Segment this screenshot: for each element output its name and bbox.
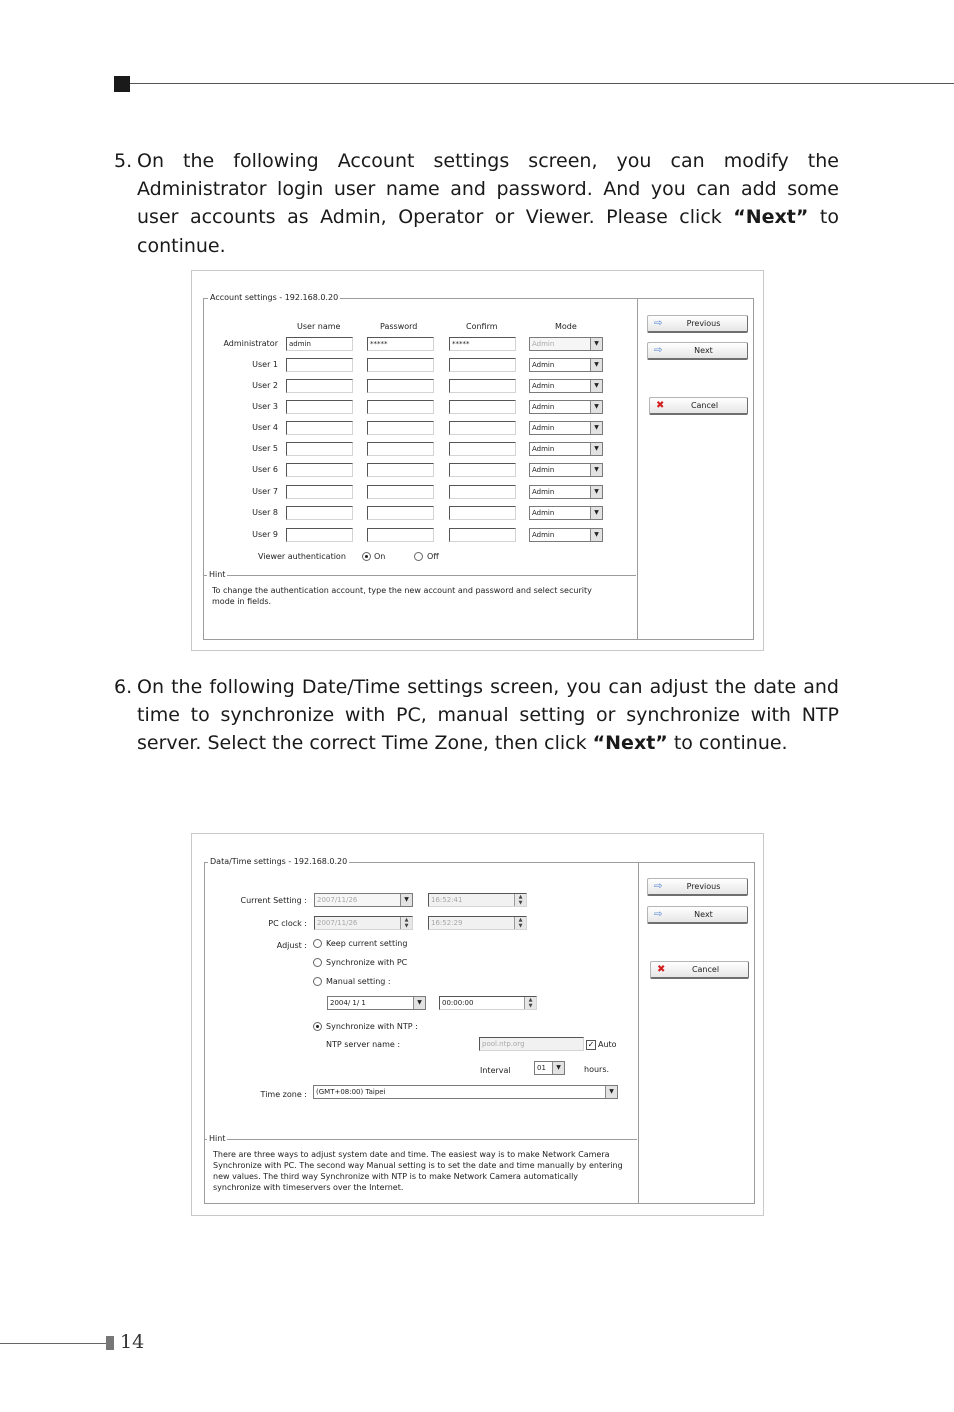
footer-marker [106,1336,114,1350]
password-input[interactable] [367,358,434,372]
password-input[interactable] [367,379,434,393]
next-emphasis: “Next” [733,206,809,229]
chevron-down-icon: ▼ [590,422,602,434]
current-time-field: 16:52:41 ▲ ▼ [428,893,527,907]
mode-select[interactable]: Admin ▼ [529,506,603,520]
col-header-password: Password [380,322,418,331]
chevron-down-icon: ▼ [400,894,412,906]
next-button[interactable]: ⇨ Next [647,906,748,924]
arrow-right-icon: ⇨ [654,909,663,920]
pc-time-field: 16:52:29 ▲ ▼ [428,916,527,930]
chevron-down-icon: ▼ [413,997,425,1009]
user-name-input[interactable] [286,358,353,372]
confirm-input[interactable] [449,400,516,414]
account-row-label: User 7 [252,487,278,496]
user-name-input[interactable] [286,379,353,393]
step-6 [114,673,839,758]
current-setting-label: Current Setting : [240,896,307,905]
chevron-down-icon: ▼ [590,359,602,371]
chevron-down-icon: ▼ [590,380,602,392]
arrow-left-icon: ⇨ [654,881,663,892]
confirm-input[interactable] [449,528,516,542]
step-number: 5. [114,150,133,172]
step-5 [114,147,839,260]
confirm-input[interactable] [449,485,516,499]
previous-button[interactable]: ⇨ Previous [647,315,748,333]
arrow-left-icon: ⇨ [654,318,663,329]
step-text: On the following Date/Time settings screen, you can adjust the date and time to synchronize with PC, manual setting or synchronize with NTP server. Select the correct Time Zone, then click “Next” to continue. [137,676,839,755]
hint-legend: Hint [209,1134,226,1143]
account-row-label: User 4 [252,423,278,432]
user-name-input[interactable]: admin [286,337,353,351]
hint-legend: Hint [209,570,226,579]
cancel-button[interactable]: ✖ Cancel [650,961,749,979]
next-button[interactable]: ⇨ Next [647,342,748,360]
account-row-label: User 5 [252,444,278,453]
confirm-input[interactable] [449,442,516,456]
user-name-input[interactable] [286,485,353,499]
ntp-server-name-label: NTP server name : [326,1040,401,1049]
auto-label: Auto [598,1040,617,1049]
password-input[interactable] [367,485,434,499]
password-input[interactable] [367,506,434,520]
account-row-label: User 1 [252,360,278,369]
password-input[interactable] [367,400,434,414]
pc-date-field: 2007/11/26 ▲ ▼ [314,916,413,930]
mode-select[interactable]: Admin ▼ [529,442,603,456]
step-number: 6. [114,676,133,698]
spinner-icon: ▲ ▼ [514,894,526,906]
account-row-label: User 6 [252,465,278,474]
chevron-down-icon: ▼ [590,443,602,455]
user-name-input[interactable] [286,463,353,477]
interval-label: Interval [480,1066,511,1075]
spinner-icon: ▲ ▼ [514,917,526,929]
chevron-down-icon: ▼ [590,486,602,498]
account-settings-screenshot [191,270,764,651]
user-name-input[interactable] [286,400,353,414]
password-input[interactable] [367,421,434,435]
account-row-label: User 9 [252,530,278,539]
close-icon: ✖ [657,964,666,975]
user-name-input[interactable] [286,421,353,435]
spinner-icon[interactable]: ▲ ▼ [524,997,536,1009]
arrow-right-icon: ⇨ [654,345,663,356]
viewer-auth-off-radio[interactable] [414,552,423,561]
password-input[interactable] [367,528,434,542]
user-name-input[interactable] [286,506,353,520]
hint-divider [205,1139,637,1140]
previous-button[interactable]: ⇨ Previous [647,878,748,896]
account-row-label: User 8 [252,508,278,517]
adjust-label: Adjust : [276,941,307,950]
confirm-input[interactable] [449,463,516,477]
viewer-auth-on-radio[interactable] [362,552,371,561]
account-hint-text: To change the authentication account, type the new account and password and select security mode in fields. [212,586,592,606]
sync-ntp-radio[interactable] [313,1022,322,1031]
viewer-auth-label: Viewer authentication [258,552,346,561]
chevron-down-icon: ▼ [590,464,602,476]
account-row-label: User 3 [252,402,278,411]
confirm-input[interactable] [449,379,516,393]
confirm-input[interactable] [449,506,516,520]
sync-pc-radio[interactable] [313,958,322,967]
page-number: 14 [120,1331,145,1353]
chevron-down-icon: ▼ [605,1086,617,1098]
account-settings-legend: Account settings - 192.168.0.20 [210,293,339,302]
viewer-auth-off-label: Off [427,552,439,561]
footer-rule [0,1343,106,1344]
mode-select[interactable]: Admin ▼ [529,421,603,435]
manual-setting-label: Manual setting : [326,977,391,986]
datetime-settings-legend: Data/Time settings - 192.168.0.20 [210,857,348,866]
datetime-hint-text: There are three ways to adjust system date and time. The easiest way is to make Network Camera Synchronize with PC. The second way Manual setting is to set the date and time manually by entering new values. The third way Synchronize with NTP is to make Network Camera automatically synchronize with timeservers over the Internet. [213,1150,623,1192]
manual-setting-radio[interactable] [313,977,322,986]
close-icon: ✖ [656,400,665,411]
manual-time-input[interactable]: 00:00:00 ▲ ▼ [439,996,537,1010]
chevron-down-icon: ▼ [552,1062,564,1074]
mode-select[interactable]: Admin ▼ [529,528,603,542]
hint-divider [204,575,636,576]
header-rule [130,83,954,84]
spinner-icon: ▲ ▼ [400,917,412,929]
account-row-label: Administrator [223,339,278,348]
time-zone-label: Time zone : [260,1090,307,1099]
mode-select[interactable]: Admin ▼ [529,485,603,499]
keep-current-label: Keep current setting [326,939,408,948]
mode-select[interactable]: Admin ▼ [529,463,603,477]
chevron-down-icon: ▼ [590,401,602,413]
manual-date-select[interactable]: 2004/ 1/ 1 ▼ [327,996,426,1010]
next-emphasis: “Next” [592,732,668,755]
password-input[interactable]: ***** [367,337,434,351]
ntp-server-input[interactable]: pool.ntp.org [479,1037,584,1051]
pc-clock-label: PC clock : [268,919,307,928]
user-name-input[interactable] [286,442,353,456]
mode-select: Admin ▼ [529,337,603,351]
hours-label: hours. [584,1065,610,1074]
chevron-down-icon: ▼ [590,529,602,541]
password-input[interactable] [367,463,434,477]
datetime-settings-screenshot [191,833,764,1216]
confirm-input[interactable] [449,421,516,435]
confirm-input[interactable] [449,358,516,372]
cancel-button[interactable]: ✖ Cancel [649,397,748,415]
account-row-label: User 2 [252,381,278,390]
user-name-input[interactable] [286,528,353,542]
time-zone-select[interactable]: (GMT+08:00) Taipei ▼ [313,1085,618,1099]
chevron-down-icon: ▼ [590,507,602,519]
viewer-auth-on-label: On [374,552,386,561]
auto-checkbox[interactable]: ✓ [587,1040,595,1049]
header-marker [114,76,130,92]
chevron-down-icon: ▼ [590,338,602,350]
interval-select[interactable]: 01 ▼ [534,1061,565,1075]
sync-pc-label: Synchronize with PC [326,958,408,967]
step-text: On the following Account settings screen, you can modify the Administrator login user name and password. And you can add some user accounts as Admin, Operator or Viewer. Please click “Next” to continue. [137,150,839,257]
col-header-confirm: Confirm [466,322,498,331]
confirm-input[interactable]: ***** [449,337,516,351]
current-date-field: 2007/11/26 ▼ [314,893,413,907]
sync-ntp-label: Synchronize with NTP : [326,1022,418,1031]
mode-select[interactable]: Admin ▼ [529,358,603,372]
mode-select[interactable]: Admin ▼ [529,379,603,393]
col-header-user-name: User name [297,322,341,331]
mode-select[interactable]: Admin ▼ [529,400,603,414]
keep-current-radio[interactable] [313,939,322,948]
password-input[interactable] [367,442,434,456]
col-header-mode: Mode [555,322,577,331]
